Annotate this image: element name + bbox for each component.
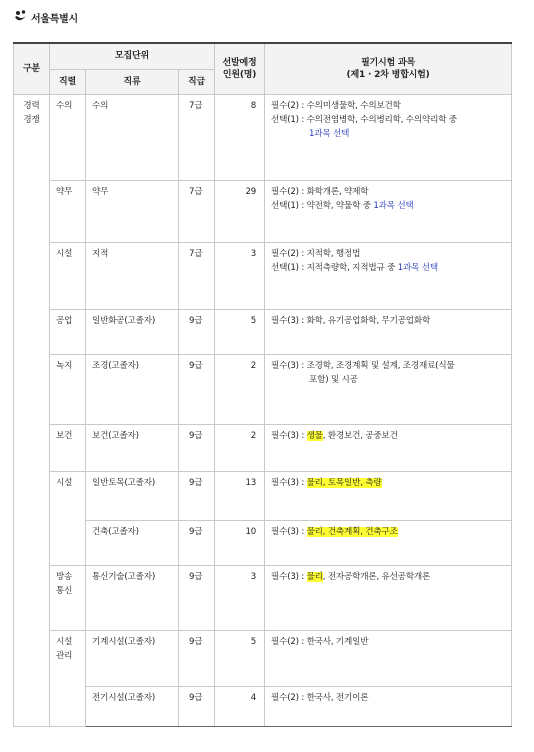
category-label: 경력 bbox=[23, 100, 40, 111]
jikryu-cell: 건축(고졸자) bbox=[86, 520, 179, 565]
table-row bbox=[14, 180, 512, 242]
subjects-cell bbox=[265, 309, 512, 354]
subject-label: 필수(2) : bbox=[271, 248, 307, 259]
category-label: 경쟁 bbox=[23, 114, 40, 125]
subject-text: 지적측량학, 지적법규 중 bbox=[306, 262, 398, 273]
table-row bbox=[14, 94, 512, 180]
logo-text: 서울특별시 bbox=[31, 13, 78, 25]
subject-text: 약전학, 약물학 중 bbox=[306, 200, 374, 211]
series-cell bbox=[50, 565, 86, 630]
subject-label: 필수(3) : bbox=[271, 526, 307, 537]
subject-label: 필수(2) : bbox=[271, 692, 307, 703]
grade-cell: 9급 bbox=[179, 424, 215, 471]
subject-label: 필수(3) : bbox=[271, 315, 307, 326]
jikryu-cell: 보건(고졸자) bbox=[86, 424, 179, 471]
count-cell: 8 bbox=[215, 94, 265, 180]
series-label: 약무 bbox=[56, 186, 73, 197]
subjects-cell bbox=[265, 686, 512, 726]
count-cell: 2 bbox=[215, 354, 265, 424]
subjects-cell bbox=[265, 630, 512, 686]
subject-text: 수의전염병학, 수의병리학, 수의약리학 중 bbox=[306, 114, 457, 125]
series-label: 보건 bbox=[56, 430, 73, 441]
series-cell bbox=[50, 180, 86, 242]
selection-note: 1과목 선택 bbox=[397, 262, 438, 273]
header-gubun: 구분 bbox=[14, 43, 50, 94]
series-cell bbox=[50, 242, 86, 309]
series-label: 공업 bbox=[56, 315, 73, 326]
subject-text: 한국사, 기계일반 bbox=[306, 636, 369, 647]
subject-label: 필수(3) : bbox=[271, 430, 307, 441]
subject-line bbox=[271, 525, 508, 539]
series-cell bbox=[50, 471, 86, 565]
subject-line bbox=[271, 314, 508, 328]
series-cell bbox=[50, 309, 86, 354]
jikryu-cell: 지적 bbox=[86, 242, 179, 309]
highlighted-subjects: 생물 bbox=[306, 430, 323, 441]
subject-label: 필수(3) : bbox=[271, 477, 307, 488]
header-jikryeol: 직렬 bbox=[50, 69, 86, 94]
grade-cell: 7급 bbox=[179, 242, 215, 309]
table-row bbox=[14, 471, 512, 520]
subject-label: 필수(3) : bbox=[271, 360, 307, 371]
subject-continuation: 1과목 선택 bbox=[309, 128, 350, 139]
subject-text: , 전자공학개론, 유선공학개론 bbox=[322, 571, 431, 582]
grade-cell: 9급 bbox=[179, 520, 215, 565]
subjects-cell bbox=[265, 471, 512, 520]
series-label: 수의 bbox=[56, 100, 73, 111]
table-row bbox=[14, 520, 512, 565]
count-cell: 3 bbox=[215, 242, 265, 309]
grade-cell: 7급 bbox=[179, 94, 215, 180]
subject-text: 한국사, 전기이론 bbox=[306, 692, 369, 703]
series-cell bbox=[50, 424, 86, 471]
subject-line bbox=[271, 635, 508, 649]
jikryu-cell: 전기시설(고졸자) bbox=[86, 686, 179, 726]
count-cell: 4 bbox=[215, 686, 265, 726]
subject-line bbox=[271, 691, 508, 705]
subject-text: 화학, 유기공업화학, 무기공업화학 bbox=[306, 315, 431, 326]
series-label: 관리 bbox=[56, 650, 73, 661]
count-cell: 29 bbox=[215, 180, 265, 242]
subject-line bbox=[271, 199, 508, 213]
table-row bbox=[14, 354, 512, 424]
jikryu-cell: 기계시설(고졸자) bbox=[86, 630, 179, 686]
subject-line bbox=[271, 476, 508, 490]
subjects-cell bbox=[265, 94, 512, 180]
series-label: 녹지 bbox=[56, 360, 73, 371]
selection-note: 1과목 선택 bbox=[373, 200, 414, 211]
jikryu-cell: 수의 bbox=[86, 94, 179, 180]
table-row bbox=[14, 565, 512, 630]
subject-text: 수의미생물학, 수의보건학 bbox=[306, 100, 401, 111]
series-label: 시설 bbox=[56, 477, 73, 488]
jikryu-cell: 일반화공(고졸자) bbox=[86, 309, 179, 354]
series-label: 방송 bbox=[56, 571, 73, 582]
jikryu-cell: 약무 bbox=[86, 180, 179, 242]
subject-line bbox=[271, 359, 508, 373]
grade-cell: 9급 bbox=[179, 354, 215, 424]
grade-cell: 9급 bbox=[179, 471, 215, 520]
subject-label: 선택(1) : bbox=[271, 200, 307, 211]
highlighted-subjects: 물리, 건축계획, 건축구조 bbox=[306, 526, 398, 537]
subjects-cell bbox=[265, 180, 512, 242]
seoul-logo bbox=[13, 8, 78, 26]
series-label: 시설 bbox=[56, 248, 73, 259]
series-cell bbox=[50, 94, 86, 180]
subject-continuation: 포함) 및 시공 bbox=[309, 374, 358, 385]
count-cell: 13 bbox=[215, 471, 265, 520]
grade-cell: 9급 bbox=[179, 686, 215, 726]
jikryu-cell: 통신기술(고졸자) bbox=[86, 565, 179, 630]
subject-line bbox=[271, 113, 508, 127]
header-unit: 모집단위 bbox=[50, 43, 215, 69]
subject-line bbox=[271, 261, 508, 275]
count-cell: 2 bbox=[215, 424, 265, 471]
grade-cell: 9급 bbox=[179, 565, 215, 630]
subject-line bbox=[271, 99, 508, 113]
subject-line bbox=[271, 429, 508, 443]
seoul-logo-icon bbox=[13, 9, 29, 25]
grade-cell: 7급 bbox=[179, 180, 215, 242]
header-count: 선발예정 인원(명) bbox=[215, 43, 265, 94]
subjects-cell bbox=[265, 242, 512, 309]
series-label: 통신 bbox=[56, 585, 73, 596]
highlighted-subjects: 물리, 토목일반, 측량 bbox=[306, 477, 382, 488]
subject-label: 필수(2) : bbox=[271, 100, 307, 111]
subjects-cell bbox=[265, 565, 512, 630]
header-jikgeup: 직급 bbox=[179, 69, 215, 94]
count-cell: 5 bbox=[215, 309, 265, 354]
subject-text: , 환경보건, 공중보건 bbox=[322, 430, 398, 441]
grade-cell: 9급 bbox=[179, 309, 215, 354]
table-row bbox=[14, 309, 512, 354]
series-cell bbox=[50, 630, 86, 726]
subject-text: 지적학, 행정법 bbox=[306, 248, 361, 259]
count-cell: 3 bbox=[215, 565, 265, 630]
highlighted-subjects: 물리 bbox=[306, 571, 323, 582]
subject-text: 조경학, 조경계획 및 설계, 조경재료(식물 bbox=[306, 360, 455, 371]
subject-label: 필수(2) : bbox=[271, 636, 307, 647]
subjects-cell bbox=[265, 424, 512, 471]
subject-label: 선택(1) : bbox=[271, 114, 307, 125]
subjects-cell bbox=[265, 354, 512, 424]
count-cell: 10 bbox=[215, 520, 265, 565]
subject-label: 선택(1) : bbox=[271, 262, 307, 273]
subject-line bbox=[271, 185, 508, 199]
series-cell bbox=[50, 354, 86, 424]
subject-line bbox=[271, 247, 508, 261]
grade-cell: 9급 bbox=[179, 630, 215, 686]
table-row bbox=[14, 630, 512, 686]
jikryu-cell: 일반토목(고졸자) bbox=[86, 471, 179, 520]
subjects-cell bbox=[265, 520, 512, 565]
subject-label: 필수(3) : bbox=[271, 571, 307, 582]
table-row bbox=[14, 242, 512, 309]
table-row bbox=[14, 686, 512, 726]
series-label: 시설 bbox=[56, 636, 73, 647]
subject-label: 필수(2) : bbox=[271, 186, 307, 197]
header-jikryu: 직류 bbox=[86, 69, 179, 94]
recruitment-table bbox=[13, 42, 512, 727]
jikryu-cell: 조경(고졸자) bbox=[86, 354, 179, 424]
subject-line bbox=[271, 570, 508, 584]
table-row bbox=[14, 424, 512, 471]
count-cell: 5 bbox=[215, 630, 265, 686]
category-cell bbox=[14, 94, 50, 726]
subject-text: 화학개론, 약제학 bbox=[306, 186, 369, 197]
header-subjects: 필기시험 과목 (제1 · 2차 병합시험) bbox=[265, 43, 512, 94]
